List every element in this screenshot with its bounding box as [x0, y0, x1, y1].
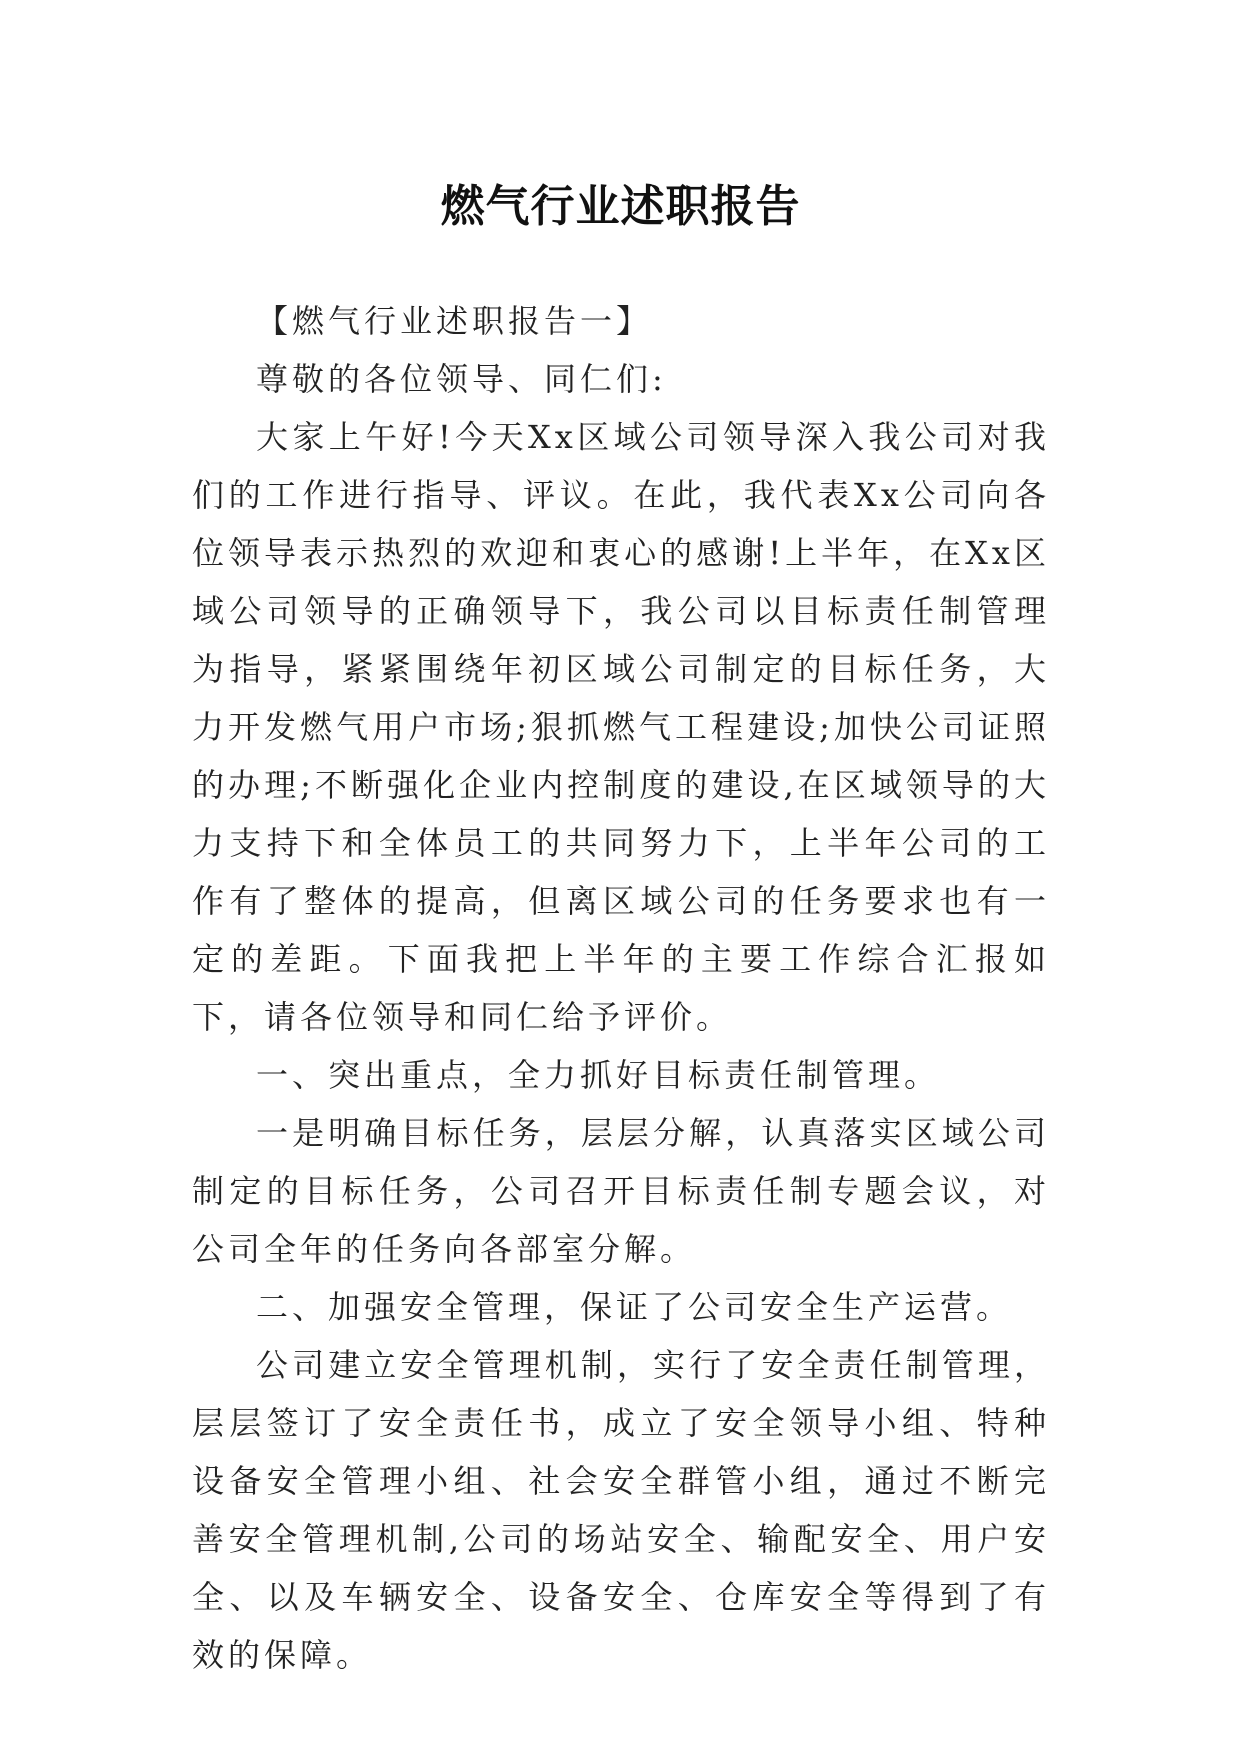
- heading-target-responsibility: 一、突出重点，全力抓好目标责任制管理。: [256, 1056, 941, 1094]
- salutation: 尊敬的各位领导、同仁们:: [256, 360, 667, 398]
- paragraph-target-tasks: 一是明确目标任务，层层分解，认真落实区域公司制定的目标任务，公司召开目标责任制专题会议，对公司全年的任务向各部室分解。: [192, 1114, 1050, 1268]
- heading-safety-management: 二、加强安全管理，保证了公司安全生产运营。: [256, 1288, 1013, 1326]
- paragraph-intro: 大家上午好!今天Xx区域公司领导深入我公司对我们的工作进行指导、评议。在此，我代表Xx公司向各位领导表示热烈的欢迎和衷心的感谢!上半年，在Xx区域公司领导的正确领导下，我公司以目标责任制管理为指导，紧紧围绕年初区域公司制定的目标任务，大力开发燃气用户市场;狠抓燃气工程建设;加快公司证照的办理;不断强化企业内控制度的建设,在区域领导的大力支持下和全体员工的共同努力下，上半年公司的工作有了整体的提高，但离区域公司的任务要求也有一定的差距。下面我把上半年的主要工作综合汇报如下，请各位领导和同仁给予评价。: [192, 418, 1050, 1036]
- document-body: [192, 292, 1050, 1684]
- section-heading-report-one: 【燃气行业述职报告一】: [256, 302, 653, 340]
- paragraph-safety-mechanism: 公司建立安全管理机制，实行了安全责任制管理，层层签订了安全责任书，成立了安全领导小组、特种设备安全管理小组、社会安全群管小组，通过不断完善安全管理机制,公司的场站安全、输配安全、用户安全、以及车辆安全、设备安全、仓库安全等得到了有效的保障。: [192, 1346, 1050, 1674]
- document-title: 燃气行业述职报告: [440, 181, 801, 233]
